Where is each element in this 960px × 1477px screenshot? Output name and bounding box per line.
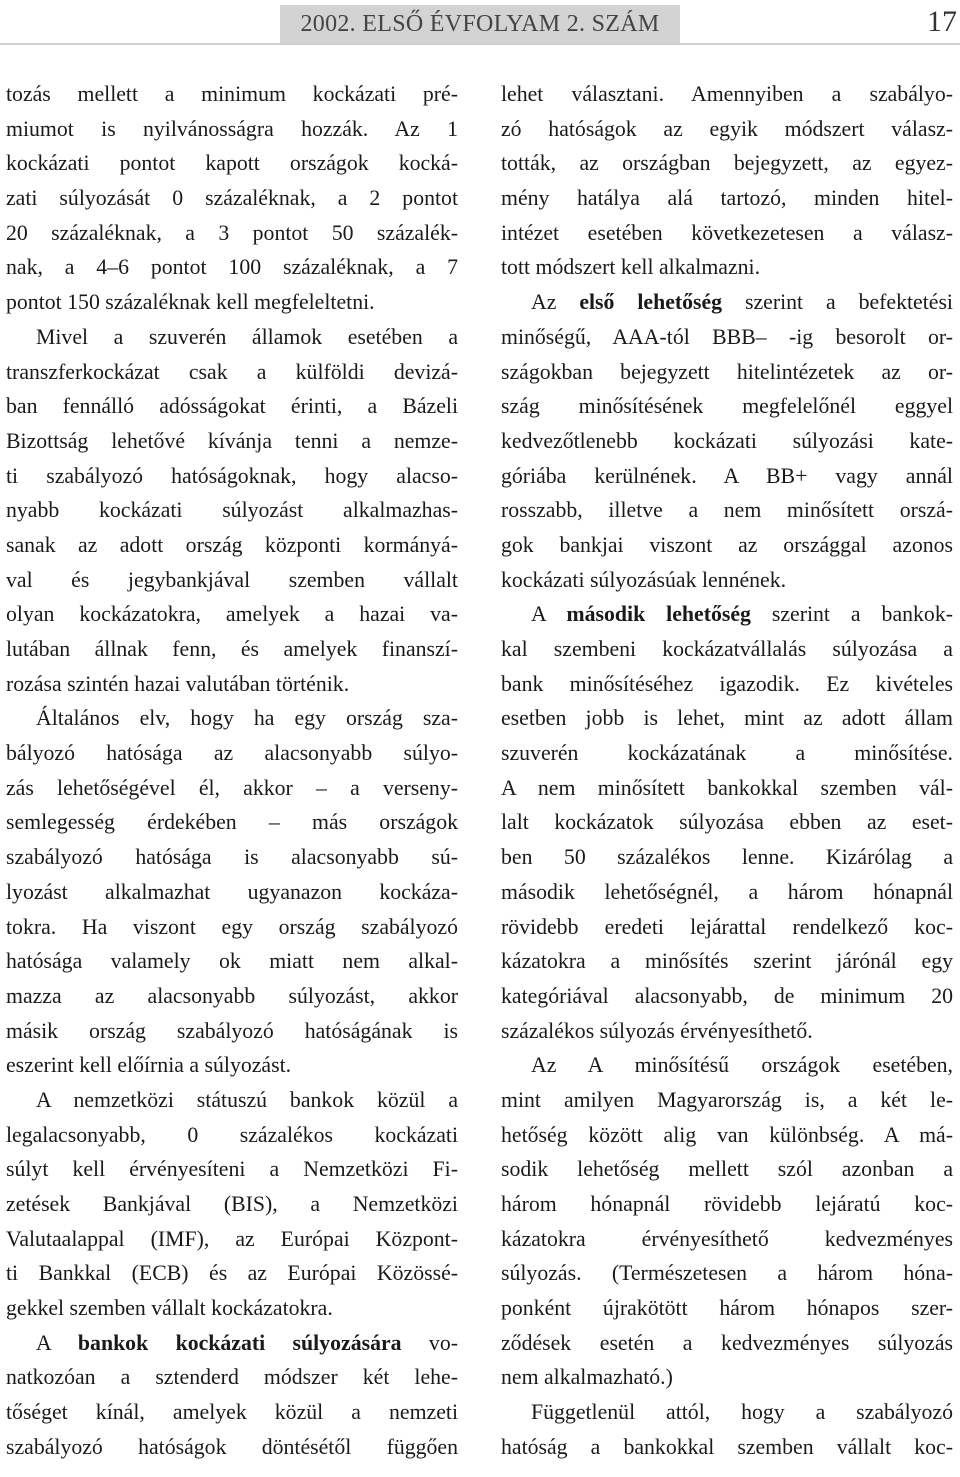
text-line: intézet esetében következetesen a válasz- <box>501 220 953 245</box>
text-line: tőséget kínál, amelyek közül a nemzeti <box>6 1400 458 1425</box>
text-line: pontot 150 százaléknak kell megfeleltetni. <box>6 290 375 315</box>
left-column <box>6 77 458 1475</box>
text-line: szágokban bejegyzett hitelintézetek az or- <box>501 359 953 384</box>
text-line: legalacsonyabb, 0 százalékos kockázati <box>6 1122 458 1147</box>
text-line: ban fennálló adósságokat érinti, a Bázeli <box>6 394 458 419</box>
text-line: tozás mellett a minimum kockázati pré- <box>6 82 458 106</box>
text-line: zetések Bankjával (BIS), a Nemzetközi <box>6 1192 458 1216</box>
text-line: minőségű, AAA-tól BBB– -ig besorolt or- <box>501 324 953 349</box>
text-line: tották, az országban bejegyzett, az egyez- <box>501 151 953 176</box>
text-line: Függetlenül attól, hogy a szabályozó <box>531 1400 953 1425</box>
text-line: sanak az adott ország központi kormányá- <box>6 532 458 557</box>
text-line: nem alkalmazható.) <box>501 1365 673 1390</box>
page-header <box>0 0 960 46</box>
text-line: nyabb kockázati súlyozást alkalmazhas- <box>6 498 458 523</box>
text-line: szabályozó hatóságok döntésétől függően <box>6 1434 458 1459</box>
text-line: bályozó hatósága az alacsonyabb súlyo- <box>6 741 458 766</box>
text-line: rozása szintén hazai valutában történik. <box>6 671 350 696</box>
text-line: ti szabályozó hatóságoknak, hogy alacso- <box>6 463 458 488</box>
text-line: A bankok kockázati súlyozására vo- <box>36 1330 458 1355</box>
text-line: tokra. Ha viszont egy ország szabályozó <box>6 914 458 939</box>
text-line: eszerint kell előírnia a súlyozást. <box>6 1053 292 1078</box>
text-line: esetben jobb is lehet, mint az adott állam <box>501 706 953 731</box>
bold-term: bankok kockázati súlyozására <box>77 1330 402 1355</box>
text-line: kedvezőtlenebb kockázati súlyozási kate- <box>501 428 953 453</box>
text-line: Általános elv, hogy ha egy ország sza- <box>36 706 458 731</box>
text-line: súlyozás. (Természetesen a három hóna- <box>501 1261 953 1286</box>
text-line: lyozást alkalmazhat ugyanazon kockáza- <box>6 879 458 904</box>
text-line: három hónapnál rövidebb lejáratú koc- <box>501 1192 953 1216</box>
running-title: 2002. ELSŐ ÉVFOLYAM 2. SZÁM <box>280 5 680 43</box>
text-line: A nem minősített bankokkal szemben vál- <box>501 775 953 800</box>
text-line: szabályozó hatósága is alacsonyabb sú- <box>6 845 458 870</box>
text-line: kockázati pontot kapott országok kocká- <box>6 151 458 176</box>
text-line: zó hatóságok az egyik módszert válasz- <box>501 116 953 141</box>
text-line: szág minősítésének megfelelőnél eggyel <box>501 394 953 419</box>
text-line: zás lehetőségével él, akkor – a verseny- <box>6 775 458 800</box>
header-rule <box>0 43 960 45</box>
text-line: lehet választani. Amennyiben a szabályo- <box>501 82 953 106</box>
bold-term: második lehetőség <box>566 602 751 627</box>
text-line: kázatokra érvényesíthető kedvezményes <box>501 1226 953 1251</box>
text-line: lutában állnak fenn, és amelyek finanszí- <box>6 637 458 661</box>
text-line: transzferkockázat csak a külföldi devizá- <box>6 359 458 384</box>
text-line: kal szembeni kockázatvállalás súlyozása a <box>501 637 953 661</box>
text-line: miumot is nyilvánosságra hozzák. Az 1 <box>6 116 458 141</box>
text-line: ponként újrakötött három hónapos szer- <box>501 1296 953 1321</box>
text-line: val és jegybankjával szemben vállalt <box>6 567 458 592</box>
text-line: hatósága valamely ok miatt nem alkal- <box>6 949 458 974</box>
text-line: olyan kockázatokra, amelyek a hazai va- <box>6 602 458 627</box>
text-line: 20 százaléknak, a 3 pontot 50 százalék- <box>6 220 458 245</box>
text-line: hetőség között alig van különbség. A má- <box>501 1122 953 1147</box>
text-line: mény hatálya alá tartozó, minden hitel- <box>501 186 953 211</box>
text-line: ben 50 százalékos lenne. Kizárólag a <box>501 845 953 870</box>
text-line: százalékos súlyozás érvényesíthető. <box>501 1018 813 1043</box>
text-line: hatóság a bankokkal szemben vállalt koc- <box>501 1434 953 1459</box>
text-line: Az A minősítésű országok esetében, <box>531 1053 953 1078</box>
page-number: 17 <box>927 5 957 38</box>
right-column <box>501 77 953 1475</box>
text-line: nak, a 4–6 pontot 100 százaléknak, a 7 <box>6 255 458 280</box>
text-line: góriába kerülnének. A BB+ vagy annál <box>501 463 953 488</box>
text-line: A második lehetőség szerint a bankok- <box>531 602 953 627</box>
text-line: semlegesség érdekében – más országok <box>6 810 458 835</box>
text-line: lalt kockázatok súlyozása ebben az eset- <box>501 810 953 835</box>
text-line: Mivel a szuverén államok esetében a <box>36 324 458 349</box>
text-line: natkozóan a sztenderd módszer két lehe- <box>6 1365 458 1390</box>
text-line: szuverén kockázatának a minősítése. <box>501 741 953 766</box>
text-line: Bizottság lehetővé kívánja tenni a nemze- <box>6 428 458 453</box>
text-line: mazza az alacsonyabb súlyozást, akkor <box>6 983 458 1008</box>
text-line: gok bankjai viszont az országgal azonos <box>501 532 953 557</box>
text-line: kockázati súlyozásúak lennének. <box>501 567 787 592</box>
text-line: Az első lehetőség szerint a befektetési <box>531 290 953 315</box>
text-line: kázatokra a minősítés szerint járónál egy <box>501 949 953 974</box>
text-line: rövidebb eredeti lejárattal rendelkező koc- <box>501 914 953 939</box>
text-line: ződések esetén a kedvezményes súlyozás <box>501 1330 953 1355</box>
text-line: sodik lehetőség mellett szól azonban a <box>501 1157 953 1182</box>
text-line: rosszabb, illetve a nem minősített orszá- <box>501 498 953 523</box>
text-line: kategóriával alacsonyabb, de minimum 20 <box>501 983 953 1008</box>
text-line: bank minősítéséhez igazodik. Ez kivételes <box>501 671 953 696</box>
text-line: mint amilyen Magyarország is, a két le- <box>501 1087 953 1112</box>
text-line: ti Bankkal (ECB) és az Európai Közössé- <box>6 1261 458 1286</box>
bold-term: első lehetőség <box>579 290 723 315</box>
text-line: gekkel szemben vállalt kockázatokra. <box>6 1296 333 1321</box>
text-line: másik ország szabályozó hatóságának is <box>6 1018 458 1043</box>
text-line: második lehetőségnél, a három hónapnál <box>501 879 953 904</box>
text-line: A nemzetközi státuszú bankok közül a <box>36 1087 458 1112</box>
text-line: súlyt kell érvényesíteni a Nemzetközi Fi- <box>6 1157 458 1182</box>
text-line: zati súlyozását 0 százaléknak, a 2 pontot <box>6 186 458 211</box>
text-line: tott módszert kell alkalmazni. <box>501 255 761 280</box>
text-line: Valutaalappal (IMF), az Európai Központ- <box>6 1226 458 1251</box>
